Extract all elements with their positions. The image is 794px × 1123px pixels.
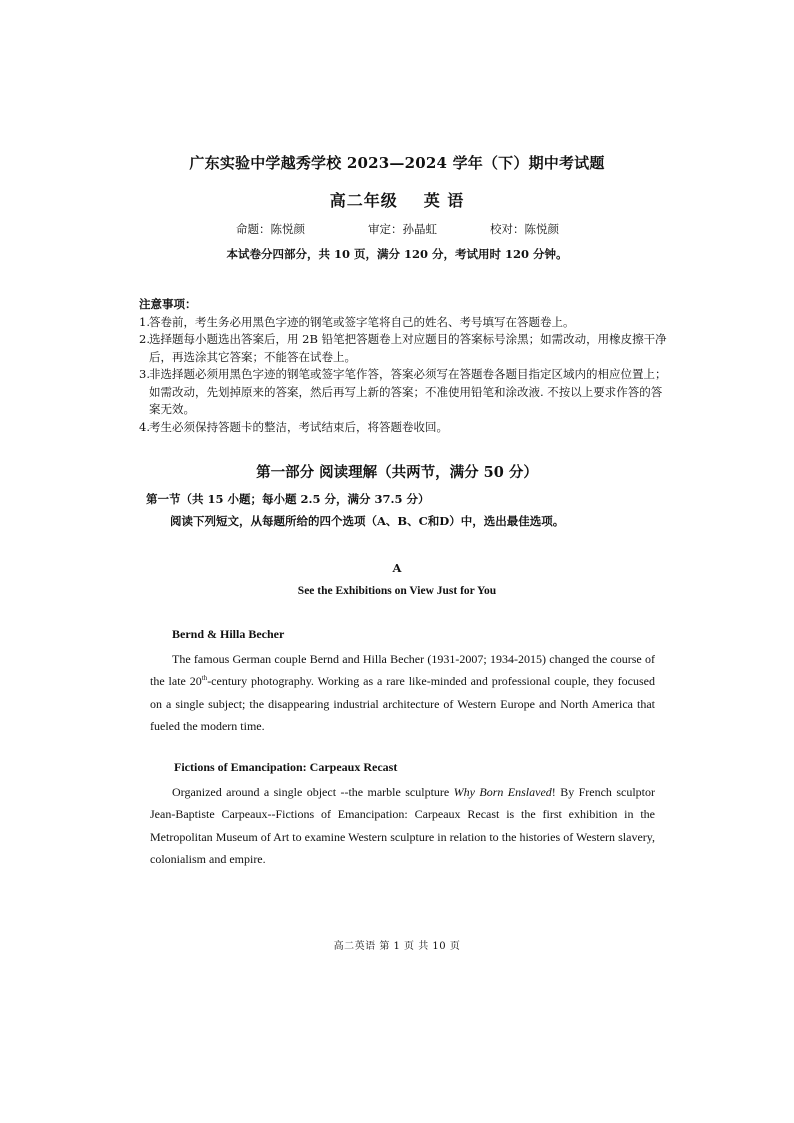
note-number: 3. [139,367,150,381]
note-number: 2. [139,332,150,346]
instruction-text: 阅读下列短文，从每题所给的四个选项（A、B、C和D）中，选出最佳选项。 [170,514,565,528]
exam-info: 本试卷分四部分，共 10 页，满分 120 分，考试用时 120 分钟。 [226,247,568,261]
paragraph-text: Organized around a single object --the marble sculpture [172,785,454,799]
grade-label: 高二年级 [329,191,398,210]
sculpture-title: Why Born Enslaved [453,785,552,799]
item-paragraph [150,781,655,870]
proofreader: 校对：陈悦颜 [490,222,559,236]
note-number: 1. [139,314,150,329]
paragraph-text: ! By French sculptor Jean-Baptiste Carpeaux--Fictions of Emancipation: Carpeaux Recast is the first exhibition in the Metropolitan Museum of Art to examine Western sculpture in relation to the histories of Western slavery, colonialism and empire. [150,785,655,866]
note-item [139,314,669,332]
note-text: 非选择题必须用黑色字迹的钢笔或签字笔作答，答案必须写在答题卷各题目指定区域内的相应位置上；如需改动，先划掉原来的答案，然后再写上新的答案；不准使用铅笔和涂改液. 不按以上要求作答的答案无效。 [149,367,667,416]
item-heading: Fictions of Emancipation: Carpeaux Recast [174,760,398,774]
note-text: 答卷前，考生务必用黑色字迹的钢笔或签字笔将自己的姓名、考号填写在答题卷上。 [149,314,575,329]
item-heading: Bernd & Hilla Becher [172,627,285,641]
note-text: 选择题每小题选出答案后，用 2B 铅笔把答题卷上对应题目的答案标号涂黑；如需改动，用橡皮擦干净后，再选涂其它答案；不能答在试卷上。 [149,332,667,364]
passage-letter: A [392,561,402,575]
exam-title: 广东实验中学越秀学校 2023—2024 学年（下）期中考试题 [189,154,605,172]
part-heading: 第一部分 阅读理解（共两节，满分 50 分） [256,464,538,481]
superscript: th [201,674,208,683]
note-item [139,331,669,366]
page-footer: 高二英语 第 1 页 共 10 页 [333,941,461,952]
item-paragraph [150,648,655,737]
note-item [139,366,669,419]
note-text: 考生必须保持答题卡的整洁，考试结束后，将答题卷收回。 [149,419,448,434]
setter: 命题：陈悦颜 [236,222,305,236]
note-item [139,419,669,437]
notes-block [139,296,669,436]
notes-heading: 注意事项： [139,297,197,311]
section-heading: 第一节（共 15 小题；每小题 2.5 分，满分 37.5 分） [146,492,430,506]
subject-label: 英 语 [423,191,465,210]
exam-subtitle [0,188,794,211]
paragraph-text: -century photography. Working as a rare like-minded and professional couple, they focused on a single subject; the disappearing industrial architecture of Western Europe and North America that fueled the modern time. [150,674,656,733]
note-number: 4. [139,419,150,434]
reviewer: 审定：孙晶虹 [368,222,437,236]
passage-title: See the Exhibitions on View Just for You [297,585,497,597]
paragraph-text: The famous German couple Bernd and Hilla Becher (1931-2007; 1934-2015) changed the course of the late 20 [150,652,655,689]
